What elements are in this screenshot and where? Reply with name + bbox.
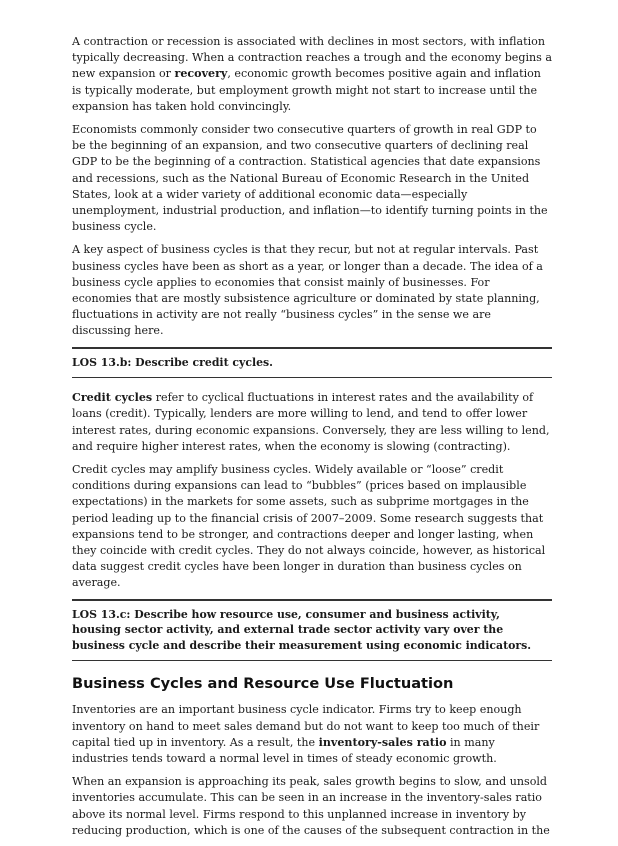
paragraph-inventories (72, 702, 552, 767)
paragraph-text: A contraction or recession is associated with declines in most sectors, with inflation typically decreasing. When a contraction reaches a trough and the economy begins a new expansion or (72, 35, 552, 81)
document-page (72, 34, 552, 846)
los-13c-heading: LOS 13.c: Describe how resource use, consumer and business activity, housing sector activity, and external trade sector activity vary over the business cycle and describe their measurement using economic indicators. (72, 599, 552, 662)
paragraph-text: Inventories are an important business cycle indicator. Firms try to keep enough inventory on hand to meet sales demand but do not want to keep too much of their capital tied up in inventory. As a result, the (72, 703, 540, 749)
paragraph-text: in many industries tends toward a normal level in times of steady economic growth. (72, 735, 497, 766)
paragraph-credit-cycles (72, 390, 552, 455)
term-recovery: recovery (174, 67, 228, 81)
los-13b-heading: LOS 13.b: Describe credit cycles. (72, 347, 552, 379)
paragraph-text: , economic growth becomes positive again and inflation is typically moderate, but employment growth might not start to increase until the expansion has taken hold convincingly. (72, 67, 541, 113)
paragraph-gdp: Economists commonly consider two consecutive quarters of growth in real GDP to be the beginning of an expansion, and two consecutive quarters of declining real GDP to be the beginning of a contraction. Statistical agencies that date expansions and recessions, such as the National Bureau of Economic Research in the United States, look at a wider variety of additional economic data—especially unemployment, industrial production, and inflation—to identify turning points in the business cycle. (72, 123, 548, 234)
paragraph-recurrence: A key aspect of business cycles is that they recur, but not at regular intervals. Past business cycles have been as short as a year, or longer than a decade. The idea of a business cycle applies to economies that consist mainly of businesses. For economies that are mostly subsistence agriculture or dominated by state planning, fluctuations in activity are not really “business cycles” in the sense we are discussing here. (72, 243, 543, 338)
section-heading: Business Cycles and Resource Use Fluctuation (72, 675, 454, 693)
term-credit-cycles: Credit cycles (72, 391, 153, 405)
paragraph-contraction (72, 34, 552, 115)
paragraph-credit-amplify: Credit cycles may amplify business cycles. Widely available or “loose” credit conditions during expansions can lead to “bubbles” (prices based on implausible expectations) in the markets for some assets, such as subprime mortgages in the period leading up to the financial crisis of 2007–2009. Some research suggests that expansions tend to be stronger, and contractions deeper and longer lasting, when they coincide with credit cycles. They do not always coincide, however, as historical data suggest credit cycles have been longer in duration than business cycles on average. (72, 463, 546, 590)
paragraph-text: refer to cyclical fluctuations in interest rates and the availability of loans (credit). Typically, lenders are more willing to lend, and tend to offer lower interest rates, during economic expansions. Conversely, they are less willing to lend, and require higher interest rates, when the economy is slowing (contracting). (72, 391, 550, 453)
paragraph-expansion-peak: When an expansion is approaching its peak, sales growth begins to slow, and unsold inventories accumulate. This can be seen in an increase in the inventory-sales ratio above its normal level. Firms respond to this unplanned increase in inventory by reducing production, which is one of the causes of the subsequent contraction in the (72, 775, 550, 837)
term-inventory-sales-ratio: inventory-sales ratio (318, 735, 447, 749)
